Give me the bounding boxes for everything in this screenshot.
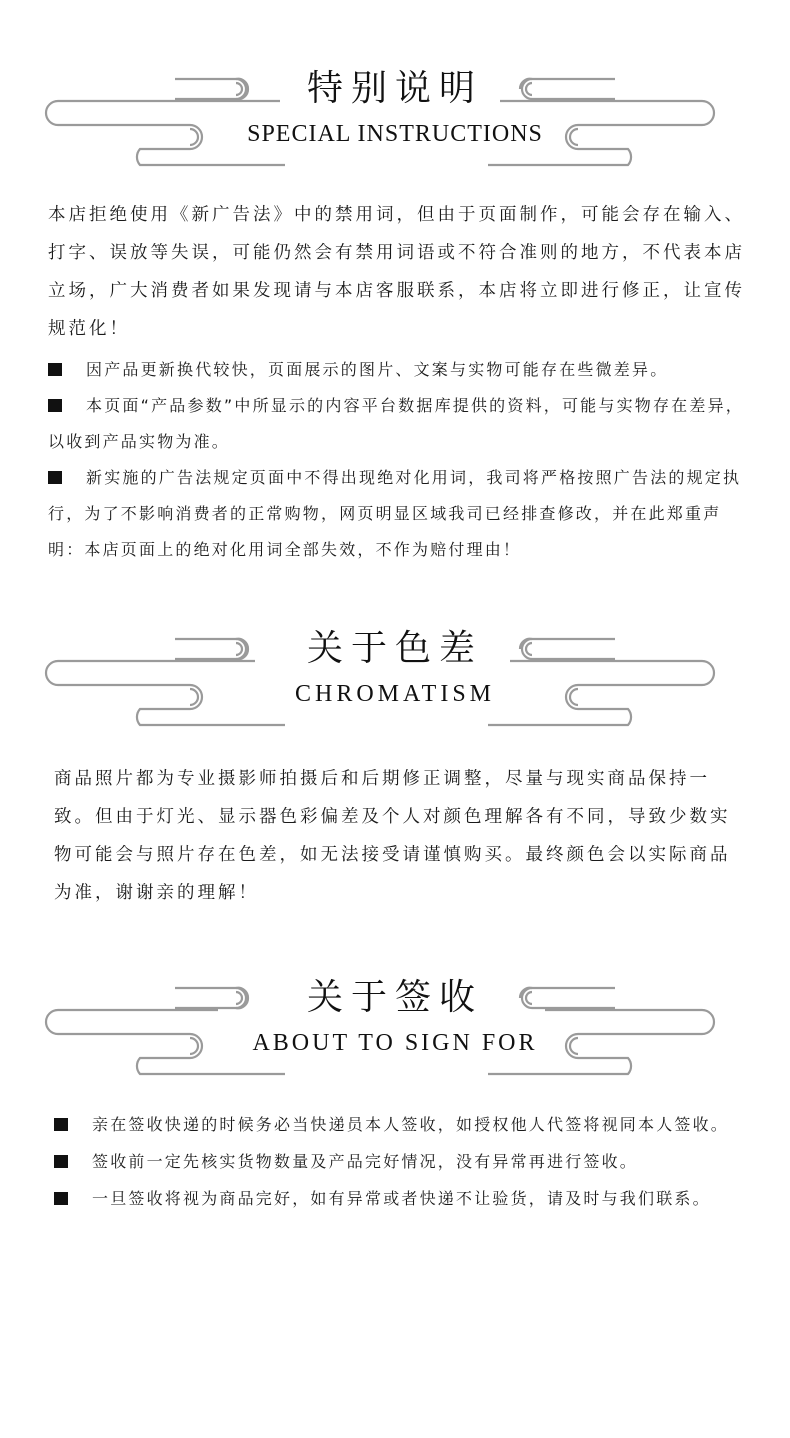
list-item: 因产品更新换代较快，页面展示的图片、文案与实物可能存在些微差异。 — [48, 352, 748, 388]
header-about-to-sign-for — [0, 974, 790, 1084]
black-square-icon — [48, 399, 62, 412]
section-title-cn: 特别说明 — [306, 68, 483, 109]
list-item: 新实施的广告法规定页面中不得出现绝对化用词，我司将严格按照广告法的规定执行，为了不影响消费者的正常购物，网页明显区域我司已经排查修改，并在此郑重声明：本店页面上的绝对化用词全部失效，不作为赔付理由！ — [48, 468, 742, 559]
list-item: 亲在签收快递的时候务必当快递员本人签收，如授权他人代签将视同本人签收。 — [54, 1106, 748, 1143]
list-item: 本页面“产品参数”中所显示的内容平台数据库提供的资料，可能与实物存在差异，以收到产品实物为准。 — [48, 396, 744, 451]
header-chromatism — [0, 625, 790, 735]
section-title-en: ABOUT TO SIGN FOR — [252, 1030, 538, 1056]
black-square-icon — [48, 471, 62, 484]
section-title-cn: 关于色差 — [306, 628, 483, 669]
section-body-special-instructions — [48, 196, 748, 568]
header-special-instructions — [0, 65, 790, 175]
list-item: 一旦签收将视为商品完好，如有异常或者快递不让验货，请及时与我们联系。 — [54, 1180, 748, 1217]
section-paragraph: 本店拒绝使用《新广告法》中的禁用词，但由于页面制作，可能会存在输入、打字、误放等失误，可能仍然会有禁用词语或不符合准则的地方，不代表本店立场，广大消费者如果发现请与本店客服联系，本店将立即进行修正，让宣传规范化！ — [48, 205, 745, 339]
black-square-icon — [54, 1118, 68, 1131]
section-body-chromatism — [54, 760, 744, 912]
section-body-about-to-sign-for — [54, 1106, 748, 1217]
section-paragraph: 商品照片都为专业摄影师拍摄后和后期修正调整，尽量与现实商品保持一致。但由于灯光、显示器色彩偏差及个人对颜色理解各有不同，导致少数实物可能会与照片存在色差，如无法接受请谨慎购买。最终颜色会以实际商品为准，谢谢亲的理解！ — [54, 769, 731, 903]
list-item: 签收前一定先核实货物数量及产品完好情况，没有异常再进行签收。 — [54, 1143, 748, 1180]
section-title-cn: 关于签收 — [306, 977, 483, 1018]
black-square-icon — [54, 1192, 68, 1205]
section-title-en: SPECIAL INSTRUCTIONS — [247, 121, 543, 147]
black-square-icon — [54, 1155, 68, 1168]
section-title-en: CHROMATISM — [294, 681, 496, 707]
black-square-icon — [48, 363, 62, 376]
